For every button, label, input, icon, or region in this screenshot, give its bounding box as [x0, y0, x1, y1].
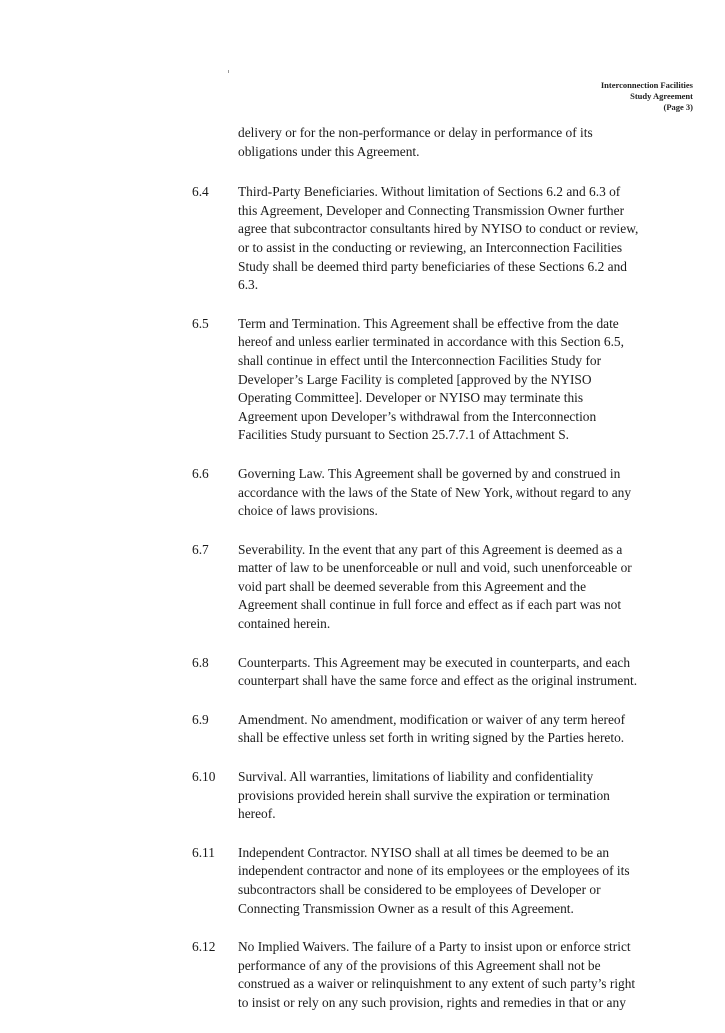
section-line: accordance with the laws of the State of New York, without regard to any	[238, 484, 632, 500]
section-number: 6.12	[192, 939, 216, 955]
section-line: counterpart shall have the same force and effect as the original instrument.	[238, 673, 638, 689]
section-number: 6.4	[192, 184, 209, 200]
section-line: Amendment. No amendment, modification or waiver of any term hereof	[238, 711, 626, 727]
section-line: provisions provided herein shall survive the expiration or termination	[238, 787, 610, 803]
section-text	[238, 315, 693, 445]
section-number: 6.11	[192, 844, 215, 860]
paragraph-line: obligations under this Agreement.	[238, 143, 420, 159]
section-number: 6.10	[192, 769, 216, 785]
paragraph-line: delivery or for the non-performance or delay in performance of its	[238, 125, 593, 140]
scan-speck	[228, 70, 229, 73]
section-text	[238, 541, 693, 634]
section-line: shall be effective unless set forth in writing signed by the Parties hereto.	[238, 730, 625, 746]
section-line: Operating Committee]. Developer or NYISO may terminate this	[238, 390, 584, 406]
section-text	[238, 654, 693, 691]
section-line: hereof.	[238, 806, 276, 822]
section-text	[238, 711, 693, 748]
section-6-6	[0, 465, 725, 521]
section-6-12	[0, 938, 725, 1012]
section-line: No Implied Waivers. The failure of a Party to insist upon or enforce strict	[238, 939, 631, 955]
section-6-8	[0, 654, 725, 691]
section-line: Term and Termination. This Agreement shall be effective from the date	[238, 315, 619, 331]
section-line: Agreement shall continue in full force and effect as if each part was not	[238, 597, 622, 613]
section-line: to insist or rely on any such provision, rights and remedies in that or any	[238, 994, 626, 1010]
section-6-4	[0, 183, 725, 295]
section-text	[238, 844, 693, 918]
section-line: Governing Law. This Agreement shall be governed by and construed in	[238, 465, 621, 481]
section-line: or to assist in the conducting or reviewing, an Interconnection Facilities	[238, 239, 623, 255]
section-line: subcontractors shall be considered to be employees of Developer or	[238, 882, 601, 897]
section-line: Third-Party Beneficiaries. Without limitation of Sections 6.2 and 6.3 of	[238, 184, 621, 200]
header-page-number: (Page 3)	[663, 102, 693, 112]
section-line: performance of any of the provisions of this Agreement shall not be	[238, 957, 601, 973]
section-line: Connecting Transmission Owner as a result of this Agreement.	[238, 900, 574, 916]
section-line: Severability. In the event that any part of this Agreement is deemed as a	[238, 541, 623, 557]
section-number: 6.6	[192, 465, 209, 481]
section-line: contained herein.	[238, 616, 331, 632]
section-number: 6.9	[192, 711, 209, 727]
section-number: 6.8	[192, 654, 209, 670]
section-6-7	[0, 541, 725, 634]
section-number: 6.5	[192, 315, 209, 331]
header-title: Interconnection Facilities	[600, 80, 693, 90]
section-line: this Agreement, Developer and Connecting Transmission Owner further	[238, 202, 625, 218]
section-line: choice of laws provisions.	[238, 503, 378, 519]
section-line: Study shall be deemed third party beneficiaries of these Sections 6.2 and	[238, 258, 627, 274]
section-6-11	[0, 844, 725, 918]
section-text	[238, 183, 693, 295]
section-6-10	[0, 768, 725, 824]
section-line: matter of law to be unenforceable or null and void, such unenforceable or	[238, 560, 632, 576]
section-list	[0, 183, 725, 1012]
page-header	[601, 80, 693, 113]
section-line: Independent Contractor. NYISO shall at all times be deemed to be an	[238, 844, 610, 860]
section-line: shall continue in effect until the Interconnection Facilities Study for	[238, 352, 602, 368]
section-line: Survival. All warranties, limitations of liability and confidentiality	[238, 769, 594, 785]
section-text	[238, 938, 693, 1012]
section-number: 6.7	[192, 541, 209, 557]
section-6-9	[0, 711, 725, 748]
section-line: Developer’s Large Facility is completed [approved by the NYISO	[238, 371, 592, 387]
section-text	[238, 768, 693, 824]
section-6-5	[0, 315, 725, 445]
section-line: Agreement upon Developer’s withdrawal from the Interconnection	[238, 408, 597, 424]
section-line: hereof and unless earlier terminated in accordance with this Section 6.5,	[238, 334, 624, 350]
section-line: void part shall be deemed severable from this Agreement and the	[238, 578, 587, 594]
section-line: independent contractor and none of its employees or the employees of its	[238, 863, 630, 879]
section-line: 6.3.	[238, 277, 259, 293]
section-line: Counterparts. This Agreement may be executed in counterparts, and each	[238, 654, 631, 670]
header-subtitle: Study Agreement	[630, 91, 693, 101]
section-line: agree that subcontractor consultants hired by NYISO to conduct or review,	[238, 221, 639, 237]
section-line: construed as a waiver or relinquishment to any extent of such party’s right	[238, 976, 636, 992]
section-text	[238, 465, 693, 521]
document-body	[0, 124, 725, 1033]
section-line: Facilities Study pursuant to Section 25.7.7.1 of Attachment S.	[238, 427, 570, 443]
continued-paragraph	[238, 124, 678, 161]
